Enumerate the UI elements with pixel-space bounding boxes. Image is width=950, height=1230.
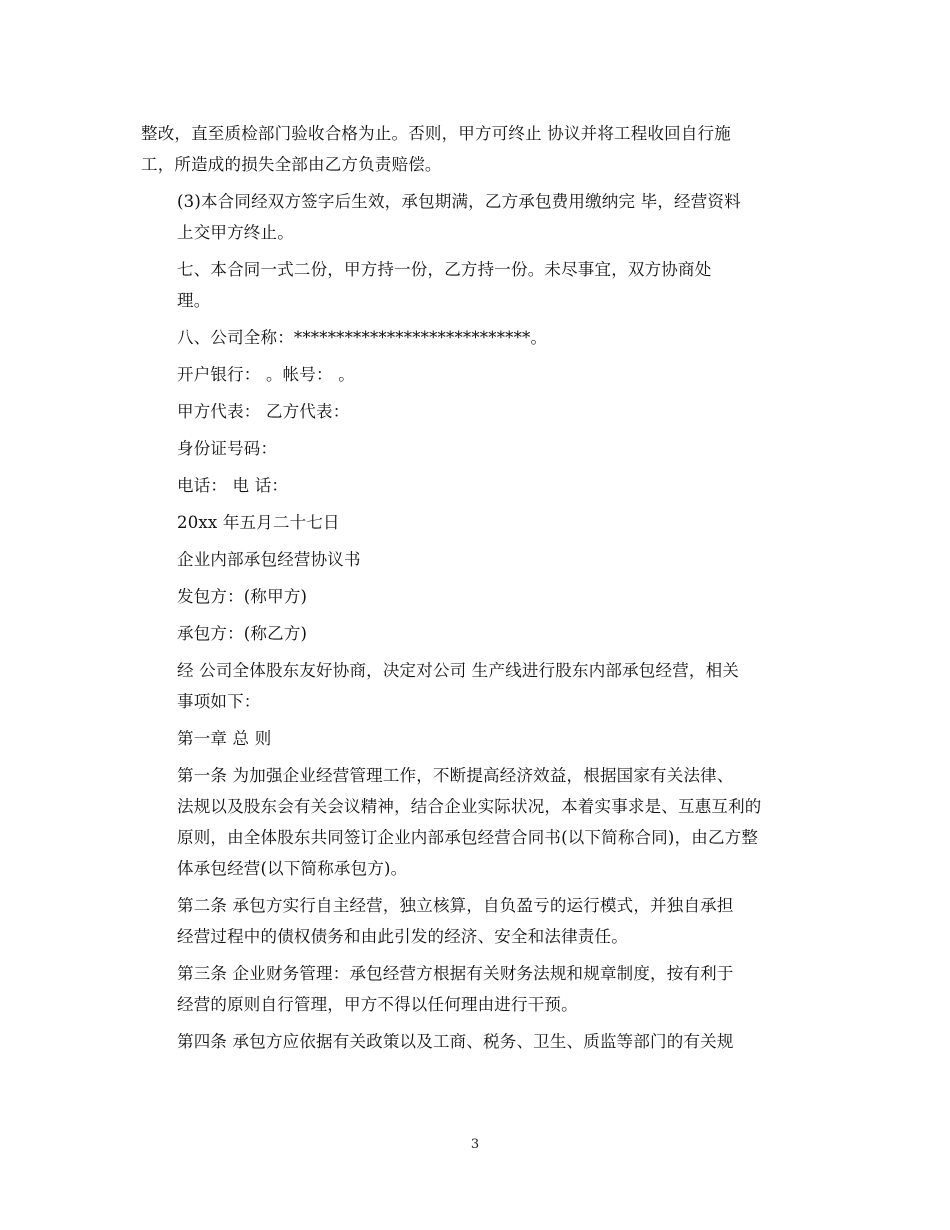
paragraph: [141, 396, 809, 427]
text-line: 第一章 总 则: [177, 729, 272, 748]
text-line: 工，所造成的损失全部由乙方负责赔偿。: [141, 155, 442, 174]
text-line: 承包方：(称乙方): [177, 624, 308, 643]
paragraph: [141, 581, 809, 612]
text-line: 20xx 年五月二十七日: [177, 513, 340, 532]
paragraph: [141, 655, 809, 717]
page-number: 3: [470, 1137, 480, 1152]
paragraph: [141, 723, 809, 754]
text-line: 第三条 企业财务管理：承包经营方根据有关财务法规和规章制度，按有利于: [177, 964, 734, 983]
document-body: [141, 118, 809, 1063]
paragraph: [141, 618, 809, 649]
text-line: 企业内部承包经营协议书: [177, 550, 361, 569]
paragraph: [141, 1026, 809, 1057]
text-line: 身份证号码：: [177, 439, 278, 458]
text-line: 八、公司全称：****************************。: [177, 328, 548, 347]
text-line: 法规以及股东会有关会议精神，结合企业实际状况，本着实事求是、互惠互利的: [177, 797, 762, 816]
paragraph: [141, 890, 809, 952]
text-line: 第二条 承包方实行自主经营，独立核算，自负盈亏的运行模式，并独自承担: [177, 896, 734, 915]
text-line: 甲方代表： 乙方代表：: [177, 402, 350, 421]
text-line: 事项如下：: [177, 692, 261, 711]
text-line: 开户银行： 。帐号： 。: [177, 365, 355, 384]
paragraph: [141, 470, 809, 501]
text-line: 七、本合同一式二份，甲方持一份，乙方持一份。未尽事宜，双方协商处: [177, 260, 712, 279]
text-line: 上交甲方终止。: [177, 223, 294, 242]
paragraph: [141, 544, 809, 575]
text-line: 经营的原则自行管理，甲方不得以任何理由进行干预。: [177, 995, 578, 1014]
text-line: 第一条 为加强企业经营管理工作，不断提高经济效益，根据国家有关法律、: [177, 766, 734, 785]
text-line: 体承包经营(以下简称承包方)。: [177, 859, 408, 878]
text-line: 整改，直至质检部门验收合格为止。否则，甲方可终止 协议并将工程收回自行施: [141, 124, 731, 143]
paragraph: [141, 433, 809, 464]
paragraph: [141, 254, 809, 316]
text-line: 第四条 承包方应依据有关政策以及工商、税务、卫生、质监等部门的有关规: [177, 1032, 734, 1051]
text-line: (3)本合同经双方签字后生效，承包期满，乙方承包费用缴纳完 毕，经营资料: [177, 192, 741, 211]
paragraph: [141, 186, 809, 248]
paragraph: [141, 359, 809, 390]
text-line: 发包方：(称甲方): [177, 587, 308, 606]
paragraph: [141, 958, 809, 1020]
paragraph: [141, 507, 809, 538]
text-line: 经 公司全体股东友好协商，决定对公司 生产线进行股东内部承包经营，相关: [177, 661, 739, 680]
paragraph: [141, 118, 809, 180]
text-line: 原则，由全体股东共同签订企业内部承包经营合同书(以下简称合同)，由乙方整: [177, 828, 759, 847]
paragraph: [141, 322, 809, 353]
text-line: 经营过程中的债权债务和由此引发的经济、安全和法律责任。: [177, 927, 628, 946]
paragraph: [141, 760, 809, 884]
text-line: 理。: [177, 291, 211, 310]
text-line: 电话： 电 话：: [177, 476, 289, 495]
